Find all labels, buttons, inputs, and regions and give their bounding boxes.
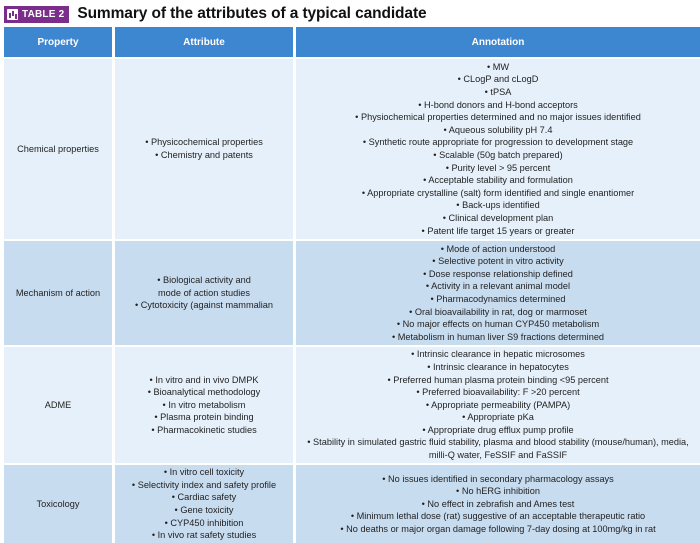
list-item: • Physicochemical properties <box>145 136 263 149</box>
list-item: • MW <box>355 61 641 74</box>
list-item: • No effect in zebrafish and Ames test <box>340 498 655 511</box>
list-item: • Appropriate crystalline (salt) form identified and single enantiomer <box>355 187 641 200</box>
table-row-annotations <box>296 347 700 463</box>
list-item: • Preferred bioavailability: F >20 percent <box>296 386 700 399</box>
list-item: • No hERG inhibition <box>340 485 655 498</box>
list-item: • Synthetic route appropriate for progression to development stage <box>355 136 641 149</box>
annotation-list <box>355 61 641 237</box>
list-item: • Bioanalytical methodology <box>148 386 261 399</box>
list-item: • Patent life target 15 years or greater <box>355 225 641 238</box>
property-cell: Chemical properties <box>17 143 99 154</box>
annotation-list <box>392 243 604 344</box>
list-item: • Biological activity and mode of action studies <box>115 274 293 299</box>
bar-chart-icon <box>7 9 18 20</box>
list-item: • Preferred human plasma protein binding <95 percent <box>296 374 700 387</box>
list-item: • Appropriate drug efflux pump profile <box>296 424 700 437</box>
table-row-attributes <box>115 347 293 463</box>
list-item: • Back-ups identified <box>355 199 641 212</box>
list-item: • In vitro metabolism <box>148 399 261 412</box>
list-item: • Appropriate pKa <box>296 411 700 424</box>
property-cell: Mechanism of action <box>15 287 101 298</box>
list-item: • Chemistry and patents <box>145 149 263 162</box>
table-badge <box>4 6 69 23</box>
list-item: • Intrinsic clearance in hepatocytes <box>296 361 700 374</box>
list-item: • Cytotoxicity (against mammalian <box>115 299 293 312</box>
list-item: • Minimum lethal dose (rat) suggestive of an acceptable therapeutic ratio <box>340 510 655 523</box>
table-row-property <box>4 59 112 239</box>
table-row-annotations <box>296 59 700 239</box>
table-row-property <box>4 465 112 543</box>
list-item: • Activity in a relevant animal model <box>392 280 604 293</box>
list-item: • Mode of action understood <box>392 243 604 256</box>
list-item: • Stability in simulated gastric fluid stability, plasma and blood stability (mouse/human), media, milli-Q water, FeSSIF and FaSSIF <box>296 436 700 461</box>
annotation-list <box>296 348 700 461</box>
list-item: • CYP450 inhibition <box>132 517 276 530</box>
list-item: • In vitro and in vivo DMPK <box>148 374 261 387</box>
attribute-list <box>115 274 293 312</box>
attribute-list <box>148 374 261 437</box>
list-item: • No issues identified in secondary pharmacology assays <box>340 473 655 486</box>
list-item: • Aqueous solubility pH 7.4 <box>355 124 641 137</box>
list-item: • Clinical development plan <box>355 212 641 225</box>
list-item: • tPSA <box>355 86 641 99</box>
list-item: • Dose response relationship defined <box>392 268 604 281</box>
list-item: • Gene toxicity <box>132 504 276 517</box>
attribute-list <box>145 136 263 161</box>
annotation-list <box>340 473 655 536</box>
column-header-annotation: Annotation <box>296 27 700 57</box>
table-row-attributes <box>115 241 293 345</box>
table-row-annotations <box>296 465 700 543</box>
table-row-property <box>4 241 112 345</box>
table-row-attributes <box>115 465 293 543</box>
list-item: • In vivo rat safety studies <box>132 529 276 542</box>
column-header-property: Property <box>4 27 112 57</box>
list-item: • Pharmacokinetic studies <box>148 424 261 437</box>
table-badge-label: TABLE 2 <box>22 8 65 20</box>
list-item: • CLogP and cLogD <box>355 73 641 86</box>
list-item: • Scalable (50g batch prepared) <box>355 149 641 162</box>
list-item: • No major effects on human CYP450 metabolism <box>392 318 604 331</box>
column-header-attribute: Attribute <box>115 27 293 57</box>
list-item: • Purity level > 95 percent <box>355 162 641 175</box>
list-item: • Selective potent in vitro activity <box>392 255 604 268</box>
list-item: • Metabolism in human liver S9 fractions determined <box>392 331 604 344</box>
list-item: • Cardiac safety <box>132 491 276 504</box>
list-item: • No deaths or major organ damage following 7-day dosing at 100mg/kg in rat <box>340 523 655 536</box>
list-item: • Oral bioavailability in rat, dog or marmoset <box>392 306 604 319</box>
list-item: • In vitro cell toxicity <box>132 466 276 479</box>
property-cell: ADME <box>44 399 72 410</box>
list-item: • Plasma protein binding <box>148 411 261 424</box>
table-row-attributes <box>115 59 293 239</box>
table-header <box>4 4 427 24</box>
list-item: • Physiochemical properties determined and no major issues identified <box>355 111 641 124</box>
property-cell: Toxicology <box>36 498 80 509</box>
list-item: • Appropriate permeability (PAMPA) <box>296 399 700 412</box>
attribute-list <box>132 466 276 542</box>
table-row-property <box>4 347 112 463</box>
list-item: • Selectivity index and safety profile <box>132 479 276 492</box>
list-item: • Intrinsic clearance in hepatic microsomes <box>296 348 700 361</box>
list-item: • H-bond donors and H-bond acceptors <box>355 99 641 112</box>
table-title: Summary of the attributes of a typical candidate <box>77 5 427 22</box>
table-row-annotations <box>296 241 700 345</box>
list-item: • Pharmacodynamics determined <box>392 293 604 306</box>
list-item: • Acceptable stability and formulation <box>355 174 641 187</box>
